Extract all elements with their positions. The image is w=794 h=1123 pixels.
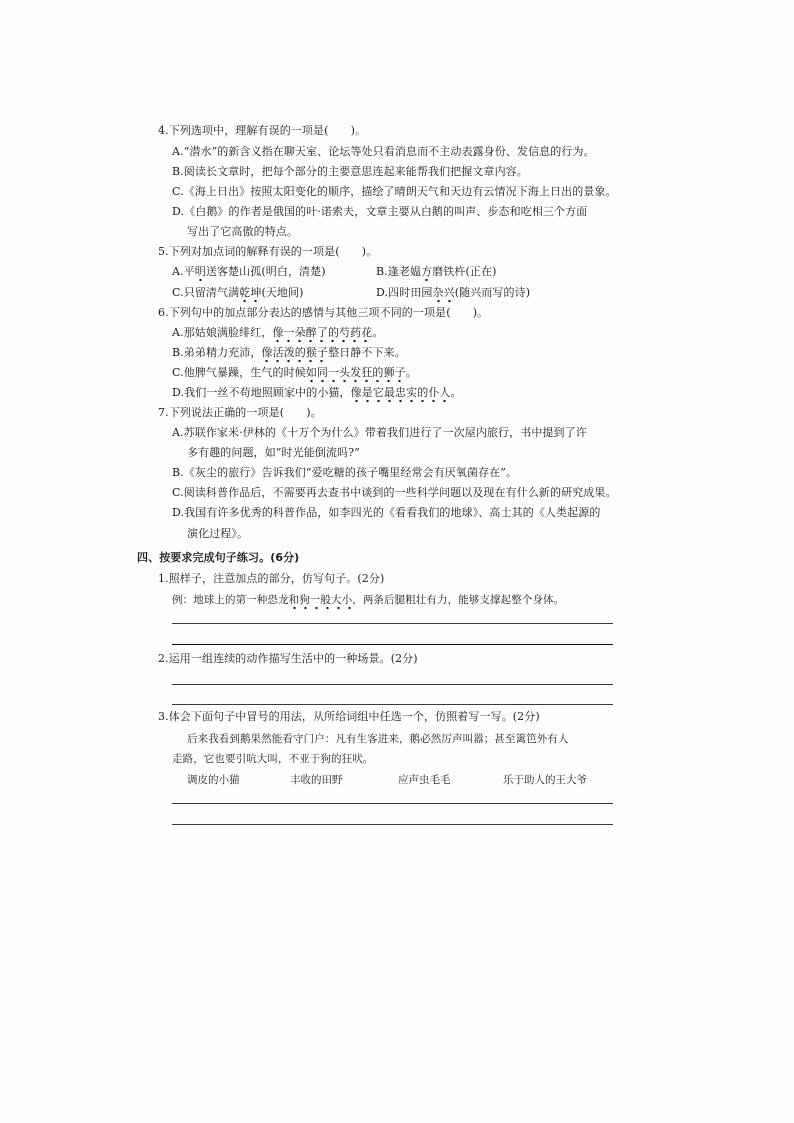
option-text: B.弟弟精力充沛， xyxy=(172,346,262,359)
question-5-option-c xyxy=(172,286,304,300)
question-7-option-d: D.我国有许多优秀的科普作品，如李四光的《看看我们的地球》、高士其的《人类起源的 xyxy=(172,506,601,519)
emphasized-phrase: 像活泼的猴子 xyxy=(261,346,328,363)
choice-phrase: 应声虫毛毛 xyxy=(398,774,451,786)
exercise-1-stem: 1.照样子，注意加点的部分，仿写句子。(2分) xyxy=(158,572,385,585)
option-text: 。 xyxy=(450,386,462,399)
question-4-option-c: C.《海上日出》按照太阳变化的顺序，描绘了晴朗天气和天边有云情况下海上日出的景象。 xyxy=(172,185,617,198)
option-text: D.我们一丝不苟地照顾家中的小猫， xyxy=(172,386,351,399)
option-text: D.四时田园 xyxy=(376,286,433,299)
choice-phrase: 乐于助人的王大爷 xyxy=(503,774,587,786)
choice-phrase: 调皮的小猫 xyxy=(187,774,240,786)
option-text: C.只留清气满 xyxy=(172,286,240,299)
option-text: C.他脾气暴躁，生气的时候 xyxy=(172,366,306,379)
question-4-option-d: D.《白鹅》的作者是俄国的叶·诺索夫，文章主要从白鹅的叫声、步态和吃相三个方面 xyxy=(172,205,588,218)
question-7-option-a: A.苏联作家米·伊林的《十万个为什么》带着我们进行了一次屋内旅行，书中提到了许 xyxy=(172,426,587,439)
section-title: 四、按要求完成句子练习。(6分) xyxy=(137,551,300,564)
emphasized-word: 乾坤 xyxy=(239,286,261,303)
emphasized-word: 方 xyxy=(421,265,432,282)
answer-line[interactable] xyxy=(172,623,613,624)
question-7-option-d-cont: 演化过程》。 xyxy=(187,527,249,540)
question-4-option-b: B.阅读长文章时，把每个部分的主要意思连起来能帮我们把握文章内容。 xyxy=(172,165,528,178)
question-5-option-a xyxy=(172,265,326,279)
question-5-option-d xyxy=(376,286,530,300)
emphasized-word: 明 xyxy=(195,265,206,282)
question-4-option-a: A.“潜水”的新含义指在聊天室、论坛等处只看消息而不主动表露身份、发信息的行为。 xyxy=(172,145,595,158)
option-text: A.平 xyxy=(172,265,195,278)
emphasized-phrase: 像一朵醉了的芍药花 xyxy=(272,326,372,343)
question-6-stem: 6.下列句中的加点部分表达的感情与其他三项不同的一项是( )。 xyxy=(158,306,489,319)
question-5-stem: 5.下列对加点词的解释有误的一项是( )。 xyxy=(158,245,378,258)
option-text: A.那姑娘满脸绯红， xyxy=(172,326,273,339)
option-text: (随兴而写的诗) xyxy=(454,286,531,299)
emphasized-word: 杂兴 xyxy=(433,286,455,303)
question-7-stem: 7.下列说法正确的一项是( )。 xyxy=(158,406,322,419)
question-6-option-b xyxy=(172,346,406,360)
answer-line[interactable] xyxy=(172,803,613,804)
emphasized-phrase: 如同一头发狂的狮子 xyxy=(306,366,406,383)
exercise-3-passage-line-1: 后来我看到鹅果然能看守门户：凡有生客进来，鹅必然厉声叫嚣；甚至篱笆外有人 xyxy=(187,733,569,745)
answer-line[interactable] xyxy=(172,704,613,705)
exercise-2-stem: 2.运用一组连续的动作描写生活中的一种场景。(2分) xyxy=(158,652,418,665)
emphasized-phrase: 和狗一般大小 xyxy=(289,594,353,610)
answer-line[interactable] xyxy=(172,644,613,645)
option-text: (天地间) xyxy=(261,286,304,299)
question-6-option-a xyxy=(172,326,383,340)
option-text: 整日静不下来。 xyxy=(328,346,406,359)
answer-line[interactable] xyxy=(172,824,613,825)
choice-phrase: 丰收的田野 xyxy=(290,774,343,786)
question-7-option-c: C.阅读科普作品后，不需要再去查书中谈到的一些科学问题以及现在有什么新的研究成果。 xyxy=(172,486,617,499)
question-4-stem: 4.下列选项中，理解有误的一项是( )。 xyxy=(158,124,367,137)
option-text: B.逢老媪 xyxy=(376,265,422,278)
option-text: 磨铁杵(正在) xyxy=(432,265,497,278)
option-text: 。 xyxy=(372,326,384,339)
example-text: ，两条后腿粗壮有力，能够支撑起整个身体。 xyxy=(352,594,565,606)
emphasized-phrase: 像是它最忠实的仆人 xyxy=(351,386,451,403)
option-text: 。 xyxy=(405,366,417,379)
answer-line[interactable] xyxy=(172,684,613,685)
question-4-option-d-cont: 写出了它高傲的特点。 xyxy=(187,225,298,238)
exercise-3-passage-line-2: 走路，它也要引吭大叫，不亚于狗的狂吠。 xyxy=(172,753,374,765)
question-7-option-b: B.《灰尘的旅行》告诉我们“爱吃糖的孩子嘴里经常会有厌氧菌存在”。 xyxy=(172,466,518,479)
question-6-option-d xyxy=(172,386,462,400)
exercise-1-example xyxy=(172,593,564,607)
exercise-3-stem: 3.体会下面句子中冒号的用法，从所给词组中任选一个，仿照着写一写。(2分) xyxy=(158,710,540,723)
question-7-option-a-cont: 多有趣的问题，如“时光能倒流吗?” xyxy=(187,446,360,459)
option-text: 送客楚山孤(明白，清楚) xyxy=(205,265,326,278)
question-6-option-c xyxy=(172,366,417,380)
question-5-option-b xyxy=(376,265,497,279)
example-text: 例：地球上的第一种恐龙 xyxy=(172,594,289,606)
